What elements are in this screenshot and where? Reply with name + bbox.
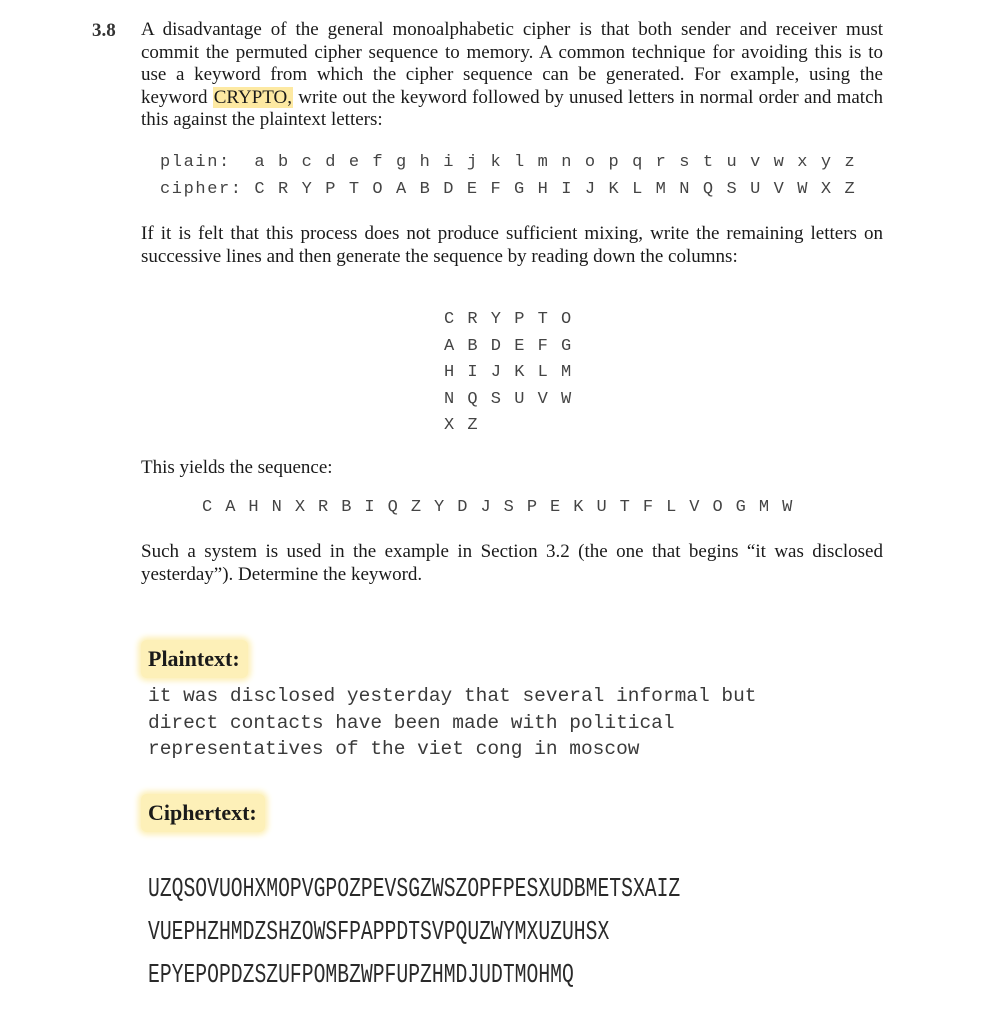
grid-row: H I J K L M bbox=[444, 363, 573, 382]
section-reference-paragraph: Such a system is used in the example in Section 3.2 (the one that begins “it was disclosed yesterday”). Determine the keyword. bbox=[141, 541, 883, 585]
plaintext-line: representatives of the viet cong in moscow bbox=[148, 738, 640, 760]
ciphertext-line: EPYEPOPDZSZUFPOMBZWPFUPZHMDJUDTMOHMQ bbox=[148, 961, 574, 991]
ciphertext-label: Ciphertext: bbox=[141, 794, 265, 832]
grid-row: X Z bbox=[444, 416, 480, 435]
intro-text-before-keyword: A disadvantage of the general monoalphabetic cipher is that both sender and receiver must commit the permuted cipher sequence to memory. A common technique for avoiding this is to use a keyword from which the cipher sequence can be generated. For example, using the keyword bbox=[141, 19, 883, 108]
plaintext-label: Plaintext: bbox=[141, 640, 248, 678]
problem-number: 3.8 bbox=[92, 20, 116, 41]
grid-row: N Q S U V W bbox=[444, 389, 573, 409]
ciphertext-line: VUEPHZHMDZSHZOWSFPAPPDTSVPQUZWYMXUZUHSX bbox=[148, 918, 610, 948]
plaintext-line: it was disclosed yesterday that several informal but bbox=[148, 685, 757, 707]
yields-text: This yields the sequence: bbox=[141, 457, 333, 478]
ciphertext-line: UZQSOVUOHXMOPVGPOZPEVSGZWSZOPFPESXUDBMETSXAIZ bbox=[148, 875, 681, 905]
alphabet-mapping-table bbox=[160, 149, 856, 203]
ciphertext-block bbox=[148, 869, 680, 998]
plain-alphabet-row: plain: a b c d e f g h i j k l m n o p q r s t u v w x y z bbox=[160, 153, 857, 172]
cipher-alphabet-row: cipher: C R Y P T O A B D E F G H I J K L M N Q S U V W X Z bbox=[160, 180, 857, 199]
mixing-paragraph: If it is felt that this process does not produce sufficient mixing, write the remaining letters on successive lines and then generate the sequence by reading down the columns: bbox=[141, 223, 883, 267]
plaintext-block bbox=[148, 683, 757, 763]
cipher-sequence: C A H N X R B I Q Z Y D J S P E K U T F L V O G M W bbox=[202, 498, 794, 517]
intro-paragraph bbox=[141, 19, 883, 132]
intro-text-after-keyword: write out the keyword followed by unused letters in normal order and match this against the plaintext letters: bbox=[141, 86, 883, 130]
grid-row: C R Y P T O bbox=[444, 310, 573, 329]
grid-row: A B D E F G bbox=[444, 336, 573, 356]
plaintext-line: direct contacts have been made with political bbox=[148, 711, 675, 734]
keyword-highlight: CRYPTO, bbox=[213, 86, 293, 108]
keyword-letter-grid bbox=[444, 307, 573, 440]
